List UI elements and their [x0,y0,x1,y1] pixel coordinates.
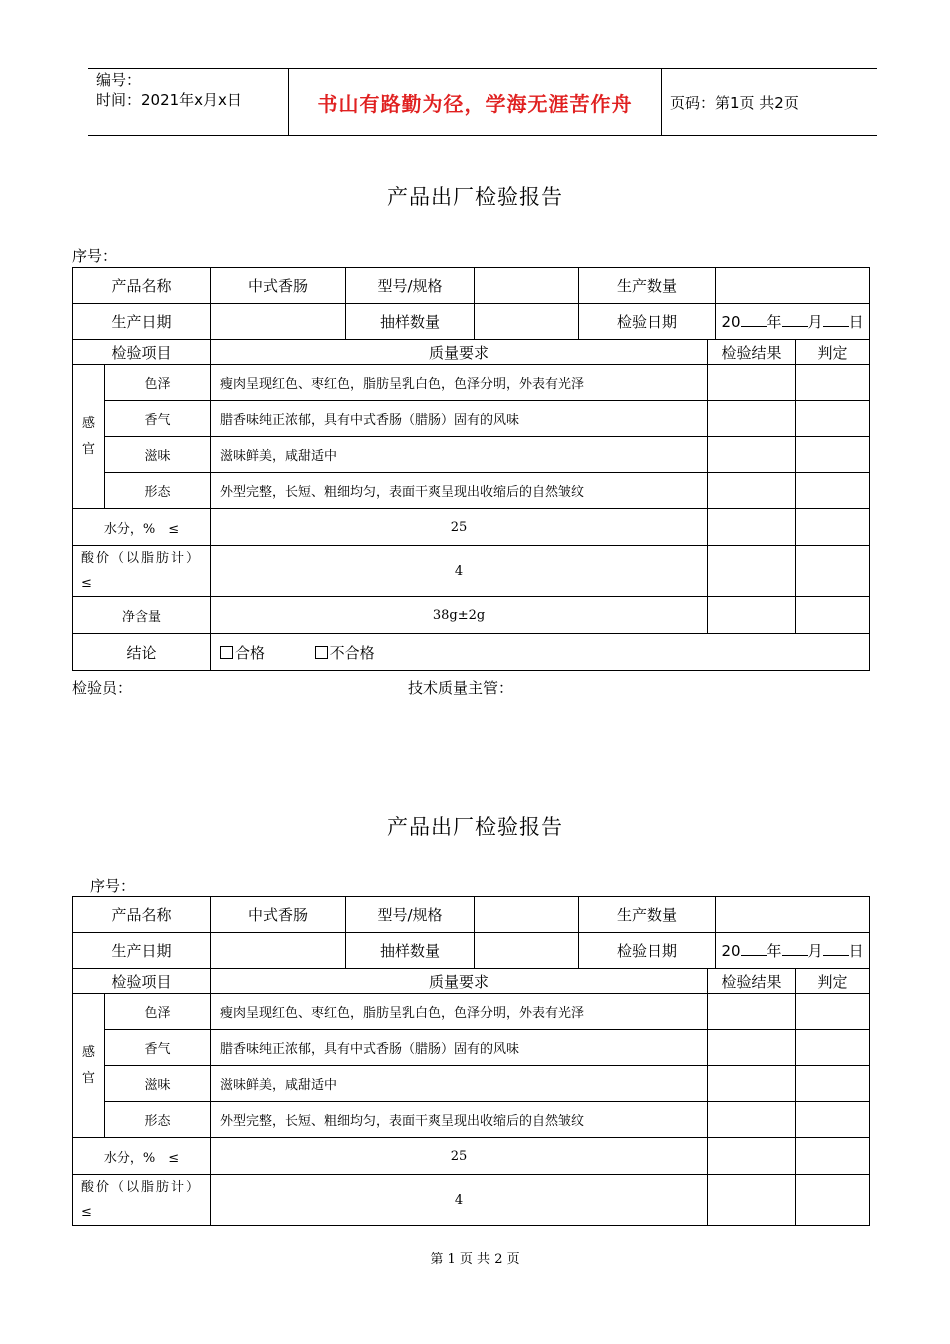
judgement-cell [796,473,870,509]
col-header-requirement: 质量要求 [211,340,708,365]
number-label: 编号： [96,71,142,89]
result-cell [708,437,796,473]
table-header-row [73,340,870,365]
header-meta [96,70,242,110]
sensory-item-name: 香气 [105,1030,211,1066]
inspection-table [72,267,870,671]
judgement-cell [796,1030,870,1066]
pass-checkbox[interactable]: 合格 [220,644,265,662]
seq-label: 序号： [90,877,136,895]
net-content-value: 38g±2g [211,597,708,634]
sample-quantity-label: 抽样数量 [346,304,475,340]
sensory-item-name: 滋味 [105,437,211,473]
result-cell [708,994,796,1030]
quantity-label: 生产数量 [579,268,716,304]
model-value [475,268,579,304]
table-row [73,634,870,671]
table-row [73,1175,870,1226]
acid-label: 酸价（以脂肪计）≤ [73,546,211,597]
sample-quantity-value [475,304,579,340]
sensory-item-name: 形态 [105,1102,211,1138]
judgement-cell [796,1102,870,1138]
table-row [73,509,870,546]
col-header-item: 检验项目 [73,969,211,994]
quantity-label: 生产数量 [579,897,716,933]
model-label: 型号/规格 [346,897,475,933]
judgement-cell [796,994,870,1030]
sensory-item-requirement: 外型完整，长短、粗细均匀，表面干爽呈现出收缩后的自然皱纹 [211,473,708,509]
inspection-date-label: 检验日期 [579,304,716,340]
inspection-date-value: 20 年 月 日 [716,304,870,340]
result-cell [708,473,796,509]
table-row [73,546,870,597]
sample-quantity-label: 抽样数量 [346,933,475,969]
table-header-row [73,969,870,994]
col-header-result: 检验结果 [708,340,796,365]
judgement-cell [796,597,870,634]
model-label: 型号/规格 [346,268,475,304]
judgement-cell [796,509,870,546]
header-top-rule [88,68,877,69]
inspection-table [72,896,870,1226]
table-row [73,1102,870,1138]
supervisor-label: 技术质量主管： [408,679,514,697]
sample-quantity-value [475,933,579,969]
header-motto: 书山有路勤为径，学海无涯苦作舟 [317,92,633,116]
judgement-cell [796,401,870,437]
result-cell [708,365,796,401]
product-name-label: 产品名称 [73,897,211,933]
conclusion-label: 结论 [73,634,211,671]
sensory-label: 感官 [73,365,105,509]
judgement-cell [796,1138,870,1175]
moisture-label: 水分，% ≤ [73,509,211,546]
table-row [73,1030,870,1066]
product-name-value: 中式香肠 [211,897,346,933]
table-row [73,437,870,473]
table-row [73,1138,870,1175]
production-date-label: 生产日期 [73,304,211,340]
sensory-label: 感官 [73,994,105,1138]
col-header-requirement: 质量要求 [211,969,708,994]
sensory-item-requirement: 腊香味纯正浓郁，具有中式香肠（腊肠）固有的风味 [211,401,708,437]
quantity-value [716,897,870,933]
col-header-judgement: 判定 [796,340,870,365]
production-date-label: 生产日期 [73,933,211,969]
col-header-result: 检验结果 [708,969,796,994]
sensory-item-name: 形态 [105,473,211,509]
moisture-value: 25 [211,1138,708,1175]
result-cell [708,401,796,437]
model-value [475,897,579,933]
result-cell [708,1175,796,1226]
inspector-label: 检验员： [72,679,133,697]
moisture-value: 25 [211,509,708,546]
product-name-label: 产品名称 [73,268,211,304]
sensory-item-requirement: 瘦肉呈现红色、枣红色，脂肪呈乳白色，色泽分明，外表有光泽 [211,994,708,1030]
result-cell [708,1138,796,1175]
judgement-cell [796,546,870,597]
inspection-date-value: 20 年 月 日 [716,933,870,969]
report-title: 产品出厂检验报告 [387,185,563,209]
judgement-cell [796,1175,870,1226]
table-row [73,897,870,933]
result-cell [708,1030,796,1066]
table-row [73,268,870,304]
table-row [73,473,870,509]
inspection-date-label: 检验日期 [579,933,716,969]
result-cell [708,509,796,546]
seq-label: 序号： [72,247,118,265]
conclusion-options [211,634,870,671]
time-label: 时间：2021年x月x日 [96,91,242,109]
judgement-cell [796,437,870,473]
report-title: 产品出厂检验报告 [387,815,563,839]
sensory-item-requirement: 滋味鲜美，咸甜适中 [211,437,708,473]
col-header-judgement: 判定 [796,969,870,994]
quantity-value [716,268,870,304]
table-row [73,597,870,634]
net-content-label: 净含量 [73,597,211,634]
moisture-label: 水分，% ≤ [73,1138,211,1175]
product-name-value: 中式香肠 [211,268,346,304]
judgement-cell [796,365,870,401]
sensory-item-name: 色泽 [105,365,211,401]
header-page-info: 页码：第1页 共2页 [670,94,799,112]
production-date-value [211,933,346,969]
sensory-item-requirement: 瘦肉呈现红色、枣红色，脂肪呈乳白色，色泽分明，外表有光泽 [211,365,708,401]
acid-value: 4 [211,546,708,597]
sensory-item-requirement: 外型完整，长短、粗细均匀，表面干爽呈现出收缩后的自然皱纹 [211,1102,708,1138]
header-divider [661,68,662,136]
table-row [73,994,870,1030]
sensory-item-name: 色泽 [105,994,211,1030]
page-footer: 第 1 页 共 2 页 [430,1252,520,1267]
acid-value: 4 [211,1175,708,1226]
table-row [73,304,870,340]
sensory-item-requirement: 腊香味纯正浓郁，具有中式香肠（腊肠）固有的风味 [211,1030,708,1066]
judgement-cell [796,1066,870,1102]
sensory-item-requirement: 滋味鲜美，咸甜适中 [211,1066,708,1102]
result-cell [708,1102,796,1138]
result-cell [708,1066,796,1102]
table-row [73,933,870,969]
col-header-item: 检验项目 [73,340,211,365]
result-cell [708,546,796,597]
result-cell [708,597,796,634]
table-row [73,365,870,401]
sensory-item-name: 香气 [105,401,211,437]
fail-checkbox[interactable]: 不合格 [315,644,375,662]
table-row [73,401,870,437]
acid-label: 酸价（以脂肪计）≤ [73,1175,211,1226]
production-date-value [211,304,346,340]
header-bottom-rule [88,135,877,136]
sensory-item-name: 滋味 [105,1066,211,1102]
table-row [73,1066,870,1102]
